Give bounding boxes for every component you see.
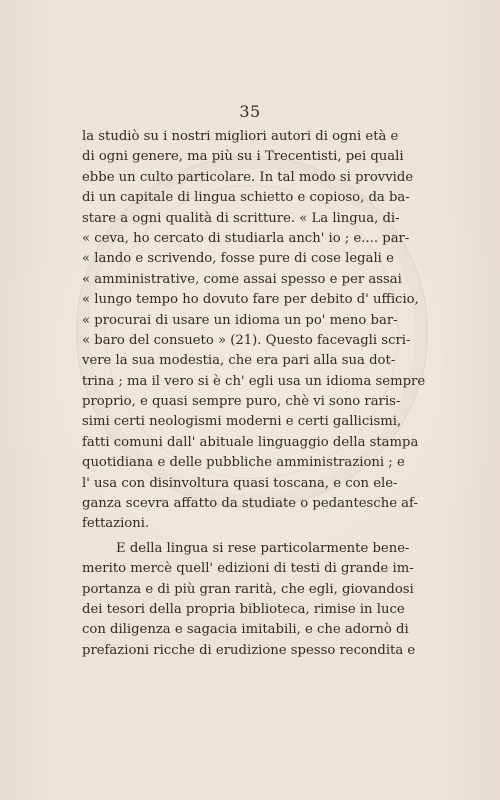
text-line: portanza e di più gran rarità, che egli, giovandosi	[82, 581, 414, 597]
text-line: « baro del consueto » (21). Questo facevagli scri-	[82, 332, 411, 348]
text-line: con diligenza e sagacia imitabili, e che adornò di	[82, 622, 409, 638]
text-line: « ceva, ho cercato di studiarla anch' io ; e.... par-	[82, 230, 410, 246]
text-line: « amministrative, come assai spesso e per assai	[82, 271, 402, 287]
text-line: fettazioni.	[82, 516, 150, 532]
text-line: vere la sua modestia, che era pari alla sua dot-	[82, 353, 396, 369]
page-number: 35	[239, 102, 261, 121]
text-line: merito mercè quell' edizioni di testi di grande im-	[82, 561, 414, 577]
text-line: « lando e scrivendo, fosse pure di cose legali e	[82, 251, 394, 267]
text-line: di un capitale di lingua schietto e copioso, da ba-	[82, 190, 410, 206]
text-line: « procurai di usare un idioma un po' meno bar-	[82, 312, 398, 328]
text-line: E della lingua si rese particolarmente bene-	[116, 540, 410, 556]
body-text	[82, 127, 426, 661]
text-line: quotidiana e delle pubbliche amministrazioni ; e	[82, 455, 405, 471]
text-line: di ogni genere, ma più su i Trecentisti, pei quali	[82, 149, 404, 165]
text-line: stare a ogni qualità di scritture. « La lingua, di-	[82, 210, 400, 226]
text-line: proprio, e quasi sempre puro, chè vi sono raris-	[82, 394, 401, 410]
text-line: ganza scevra affatto da studiate o pedantesche af-	[82, 496, 418, 512]
text-line: l' usa con disinvoltura quasi toscana, e con ele-	[82, 475, 398, 491]
text-line: « lungo tempo ho dovuto fare per debito d' ufficio,	[82, 292, 419, 308]
text-line: trina ; ma il vero si è ch' egli usa un idioma sempre	[82, 373, 426, 389]
text-line: fatti comuni dall' abituale linguaggio della stampa	[82, 434, 419, 450]
text-line: la studiò su i nostri migliori autori di ogni età e	[82, 129, 399, 144]
text-line: prefazioni ricche di erudizione spesso recondita e	[82, 642, 416, 658]
text-line: dei tesori della propria biblioteca, rimise in luce	[82, 601, 405, 617]
text-line: simi certi neologismi moderni e certi gallicismi,	[82, 414, 402, 430]
text-line: ebbe un culto particolare. In tal modo si provvide	[82, 169, 414, 185]
